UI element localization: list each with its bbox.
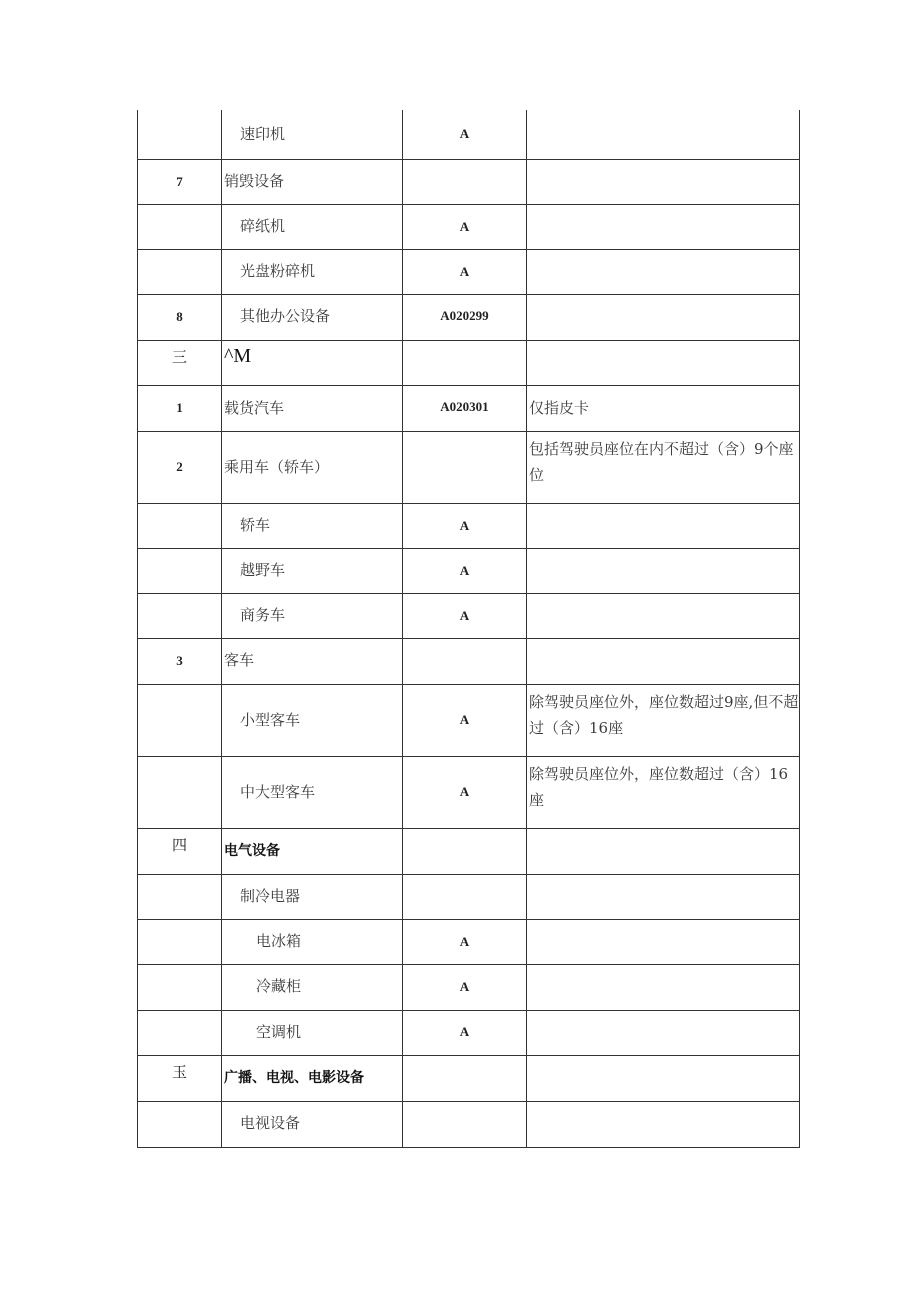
item-code: A [403, 964, 527, 1010]
item-code: A [403, 204, 527, 249]
row-number [138, 919, 222, 964]
table-row [138, 1101, 800, 1147]
item-name: 乘用车（轿车） [222, 431, 403, 503]
row-number: 玉 [138, 1055, 222, 1101]
item-note [527, 593, 800, 638]
table-row [138, 919, 800, 964]
item-note [527, 828, 800, 874]
item-code: A [403, 593, 527, 638]
table-row [138, 684, 800, 756]
table-row [138, 204, 800, 249]
item-note [527, 294, 800, 340]
item-code: A [403, 110, 527, 159]
item-name: 冷藏柜 [222, 964, 403, 1010]
table-row [138, 1055, 800, 1101]
item-note [527, 159, 800, 204]
row-number [138, 964, 222, 1010]
row-number [138, 548, 222, 593]
item-note [527, 204, 800, 249]
table-row [138, 340, 800, 385]
table-row [138, 1010, 800, 1055]
item-name: 碎纸机 [222, 204, 403, 249]
item-note [527, 1010, 800, 1055]
table-row [138, 874, 800, 919]
item-code: A020299 [403, 294, 527, 340]
item-name: ^M [222, 340, 403, 385]
row-number: 四 [138, 828, 222, 874]
item-name: 速印机 [222, 110, 403, 159]
item-note [527, 110, 800, 159]
item-name: 小型客车 [222, 684, 403, 756]
item-code [403, 874, 527, 919]
item-note: 除驾驶员座位外，座位数超过（含）16座 [527, 756, 800, 828]
item-name: 商务车 [222, 593, 403, 638]
table-row [138, 110, 800, 159]
item-note: 包括驾驶员座位在内不超过（含）9个座位 [527, 431, 800, 503]
table-row [138, 756, 800, 828]
item-code [403, 638, 527, 684]
row-number [138, 204, 222, 249]
item-code: A [403, 756, 527, 828]
row-number [138, 249, 222, 294]
row-number [138, 110, 222, 159]
row-number [138, 1010, 222, 1055]
item-name: 销毁设备 [222, 159, 403, 204]
item-note [527, 1055, 800, 1101]
item-name: 电视设备 [222, 1101, 403, 1147]
item-note [527, 249, 800, 294]
item-name: 光盘粉碎机 [222, 249, 403, 294]
table-row [138, 159, 800, 204]
item-code: A [403, 503, 527, 548]
row-number: 三 [138, 340, 222, 385]
item-note: 除驾驶员座位外，座位数超过9座,但不超过（含）16座 [527, 684, 800, 756]
item-note [527, 919, 800, 964]
item-code [403, 431, 527, 503]
item-code [403, 159, 527, 204]
row-number: 2 [138, 431, 222, 503]
item-name: 电冰箱 [222, 919, 403, 964]
item-name: 载货汽车 [222, 385, 403, 431]
item-name: 空调机 [222, 1010, 403, 1055]
row-number [138, 756, 222, 828]
item-name: 电气设备 [222, 828, 403, 874]
row-number [138, 874, 222, 919]
item-code: A [403, 919, 527, 964]
item-code: A [403, 548, 527, 593]
table-row [138, 431, 800, 503]
item-name: 广播、电视、电影设备 [222, 1055, 403, 1101]
item-code: A [403, 1010, 527, 1055]
item-note [527, 340, 800, 385]
item-name: 中大型客车 [222, 756, 403, 828]
item-note [527, 964, 800, 1010]
table-row [138, 964, 800, 1010]
item-code: A020301 [403, 385, 527, 431]
table-row [138, 638, 800, 684]
table-row [138, 828, 800, 874]
row-number [138, 503, 222, 548]
row-number: 7 [138, 159, 222, 204]
item-note: 仅指皮卡 [527, 385, 800, 431]
table-row [138, 294, 800, 340]
item-code [403, 828, 527, 874]
item-name: 越野车 [222, 548, 403, 593]
item-note [527, 874, 800, 919]
asset-category-table [137, 110, 800, 1148]
item-name: 制冷电器 [222, 874, 403, 919]
row-number [138, 684, 222, 756]
row-number: 8 [138, 294, 222, 340]
item-code: A [403, 249, 527, 294]
table-row [138, 385, 800, 431]
item-code [403, 1101, 527, 1147]
row-number: 1 [138, 385, 222, 431]
item-name: 轿车 [222, 503, 403, 548]
table-row [138, 249, 800, 294]
item-note [527, 548, 800, 593]
item-code: A [403, 684, 527, 756]
item-name: 客车 [222, 638, 403, 684]
row-number [138, 1101, 222, 1147]
item-note [527, 1101, 800, 1147]
item-name: 其他办公设备 [222, 294, 403, 340]
item-note [527, 503, 800, 548]
table-row [138, 548, 800, 593]
item-code [403, 340, 527, 385]
item-code [403, 1055, 527, 1101]
table-row [138, 503, 800, 548]
item-note [527, 638, 800, 684]
table-row [138, 593, 800, 638]
row-number: 3 [138, 638, 222, 684]
row-number [138, 593, 222, 638]
